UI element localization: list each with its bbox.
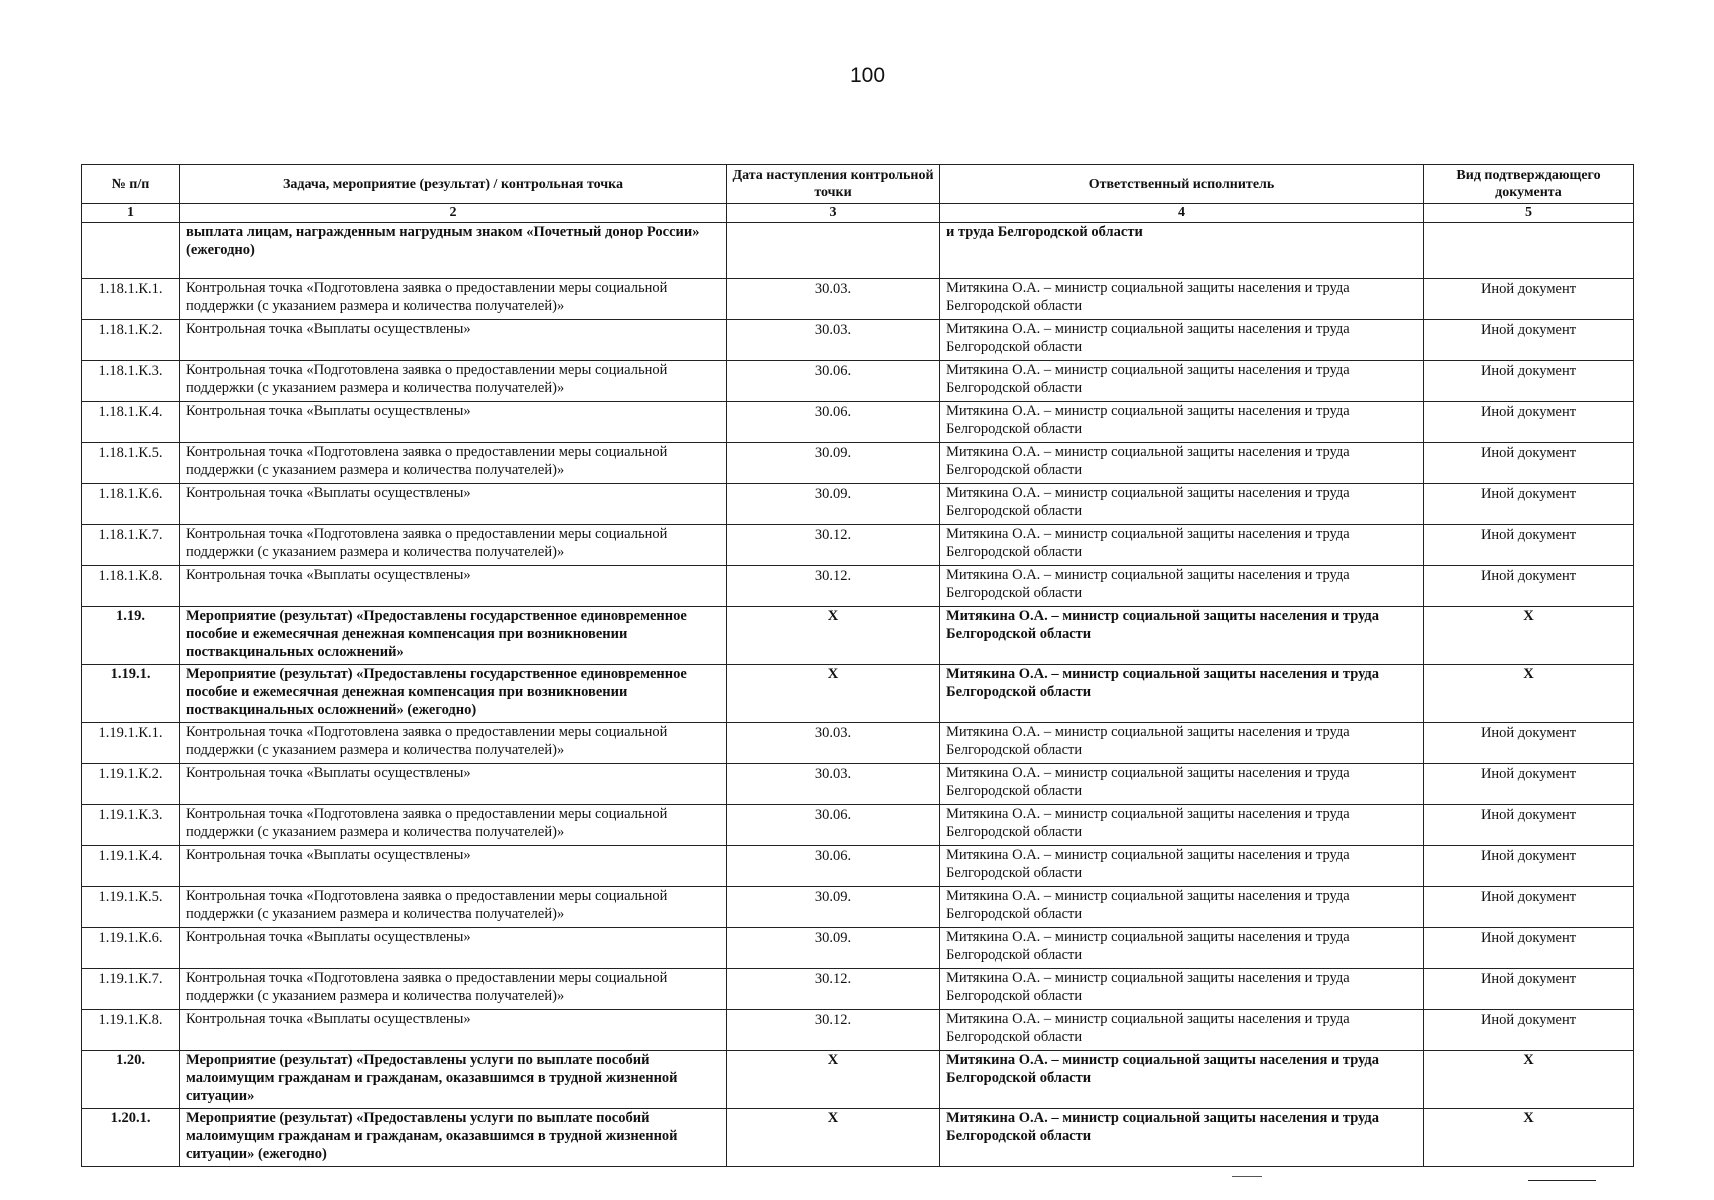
row-date: 30.03. xyxy=(727,279,940,320)
control-point-row xyxy=(82,484,1634,525)
row-date: 30.12. xyxy=(727,525,940,566)
row-responsible: Митякина О.А. – министр социальной защиты населения и труда Белгородской области xyxy=(940,607,1424,665)
row-task: выплата лицам, награжденным нагрудным знаком «Почетный донор России» (ежегодно) xyxy=(180,223,727,279)
row-number: 1.18.1.К.3. xyxy=(82,361,180,402)
row-doc-type: Иной документ xyxy=(1424,764,1634,805)
control-point-row xyxy=(82,846,1634,887)
row-responsible: Митякина О.А. – министр социальной защиты населения и труда Белгородской области xyxy=(940,665,1424,723)
row-doc-type: Иной документ xyxy=(1424,402,1634,443)
row-doc-type: Иной документ xyxy=(1424,928,1634,969)
row-number: 1.19.1.К.4. xyxy=(82,846,180,887)
row-task: Контрольная точка «Выплаты осуществлены» xyxy=(180,928,727,969)
row-number: 1.20.1. xyxy=(82,1109,180,1167)
column-number: 4 xyxy=(940,204,1424,223)
row-number: 1.19.1.К.1. xyxy=(82,723,180,764)
row-task: Контрольная точка «Подготовлена заявка о предоставлении меры социальной поддержки (с указанием размера и количества получателей)» xyxy=(180,279,727,320)
row-task: Контрольная точка «Подготовлена заявка о предоставлении меры социальной поддержки (с указанием размера и количества получателей)» xyxy=(180,723,727,764)
row-responsible: Митякина О.А. – министр социальной защиты населения и труда Белгородской области xyxy=(940,1051,1424,1109)
control-point-row xyxy=(82,566,1634,607)
row-responsible: Митякина О.А. – министр социальной защиты населения и труда Белгородской области xyxy=(940,846,1424,887)
row-task: Мероприятие (результат) «Предоставлены услуги по выплате пособий малоимущим гражданам и гражданам, оказавшимся в трудной жизненной ситуации» xyxy=(180,1051,727,1109)
row-task: Контрольная точка «Подготовлена заявка о предоставлении меры социальной поддержки (с указанием размера и количества получателей)» xyxy=(180,443,727,484)
row-task: Мероприятие (результат) «Предоставлены государственное единовременное пособие и ежемесячная денежная компенсация при возникновении поствакцинальных осложнений» (ежегодно) xyxy=(180,665,727,723)
control-point-row xyxy=(82,805,1634,846)
continuation-row xyxy=(82,223,1634,279)
control-point-row xyxy=(82,525,1634,566)
row-responsible: Митякина О.А. – министр социальной защиты населения и труда Белгородской области xyxy=(940,723,1424,764)
row-responsible: Митякина О.А. – министр социальной защиты населения и труда Белгородской области xyxy=(940,1109,1424,1167)
row-number: 1.19.1.К.2. xyxy=(82,764,180,805)
row-number: 1.19.1.К.5. xyxy=(82,887,180,928)
row-responsible: и труда Белгородской области xyxy=(940,223,1424,279)
control-point-row xyxy=(82,969,1634,1010)
row-doc-type: X xyxy=(1424,1109,1634,1167)
row-responsible: Митякина О.А. – министр социальной защиты населения и труда Белгородской области xyxy=(940,320,1424,361)
row-date: X xyxy=(727,665,940,723)
row-date: 30.09. xyxy=(727,928,940,969)
activity-row xyxy=(82,607,1634,665)
control-point-row xyxy=(82,320,1634,361)
column-number: 1 xyxy=(82,204,180,223)
header-task: Задача, мероприятие (результат) / контрольная точка xyxy=(180,165,727,204)
control-point-row xyxy=(82,361,1634,402)
row-number: 1.19.1.К.7. xyxy=(82,969,180,1010)
row-responsible: Митякина О.А. – министр социальной защиты населения и труда Белгородской области xyxy=(940,484,1424,525)
row-doc-type xyxy=(1424,223,1634,279)
row-task: Контрольная точка «Выплаты осуществлены» xyxy=(180,320,727,361)
activity-row xyxy=(82,1109,1634,1167)
row-date: 30.12. xyxy=(727,969,940,1010)
row-date: 30.03. xyxy=(727,723,940,764)
row-number: 1.18.1.К.6. xyxy=(82,484,180,525)
table-body xyxy=(82,223,1634,1167)
row-number: 1.18.1.К.7. xyxy=(82,525,180,566)
row-task: Контрольная точка «Выплаты осуществлены» xyxy=(180,1010,727,1051)
control-points-table xyxy=(81,164,1634,1167)
row-number xyxy=(82,223,180,279)
control-point-row xyxy=(82,402,1634,443)
row-doc-type: Иной документ xyxy=(1424,443,1634,484)
row-task: Контрольная точка «Подготовлена заявка о предоставлении меры социальной поддержки (с указанием размера и количества получателей)» xyxy=(180,361,727,402)
row-number: 1.19.1.К.3. xyxy=(82,805,180,846)
row-date: 30.09. xyxy=(727,887,940,928)
row-task: Контрольная точка «Подготовлена заявка о предоставлении меры социальной поддержки (с указанием размера и количества получателей)» xyxy=(180,525,727,566)
row-responsible: Митякина О.А. – министр социальной защиты населения и труда Белгородской области xyxy=(940,279,1424,320)
row-number: 1.19.1.К.6. xyxy=(82,928,180,969)
row-task: Контрольная точка «Выплаты осуществлены» xyxy=(180,764,727,805)
row-date: 30.06. xyxy=(727,361,940,402)
activity-row xyxy=(82,665,1634,723)
row-responsible: Митякина О.А. – министр социальной защиты населения и труда Белгородской области xyxy=(940,928,1424,969)
row-date: 30.12. xyxy=(727,566,940,607)
row-number: 1.18.1.К.2. xyxy=(82,320,180,361)
row-number: 1.18.1.К.5. xyxy=(82,443,180,484)
scan-artifact-line xyxy=(1528,1180,1596,1181)
row-responsible: Митякина О.А. – министр социальной защиты населения и труда Белгородской области xyxy=(940,525,1424,566)
row-doc-type: Иной документ xyxy=(1424,723,1634,764)
row-doc-type: X xyxy=(1424,665,1634,723)
row-doc-type: Иной документ xyxy=(1424,279,1634,320)
control-point-row xyxy=(82,764,1634,805)
row-doc-type: Иной документ xyxy=(1424,320,1634,361)
row-date: 30.06. xyxy=(727,805,940,846)
column-number-row xyxy=(82,204,1634,223)
row-date: 30.09. xyxy=(727,443,940,484)
row-date: X xyxy=(727,1051,940,1109)
row-responsible: Митякина О.А. – министр социальной защиты населения и труда Белгородской области xyxy=(940,402,1424,443)
row-task: Мероприятие (результат) «Предоставлены государственное единовременное пособие и ежемесячная денежная компенсация при возникновении поствакцинальных осложнений» xyxy=(180,607,727,665)
control-point-row xyxy=(82,887,1634,928)
row-doc-type: Иной документ xyxy=(1424,484,1634,525)
control-point-row xyxy=(82,928,1634,969)
row-number: 1.20. xyxy=(82,1051,180,1109)
control-point-row xyxy=(82,1010,1634,1051)
column-number: 2 xyxy=(180,204,727,223)
row-doc-type: Иной документ xyxy=(1424,887,1634,928)
row-date: 30.06. xyxy=(727,402,940,443)
row-doc-type: Иной документ xyxy=(1424,361,1634,402)
row-number: 1.19.1. xyxy=(82,665,180,723)
row-number: 1.18.1.К.4. xyxy=(82,402,180,443)
row-number: 1.18.1.К.8. xyxy=(82,566,180,607)
row-number: 1.18.1.К.1. xyxy=(82,279,180,320)
row-date: 30.09. xyxy=(727,484,940,525)
header-doc-type: Вид подтверждающего документа xyxy=(1424,165,1634,204)
row-responsible: Митякина О.А. – министр социальной защиты населения и труда Белгородской области xyxy=(940,805,1424,846)
row-responsible: Митякина О.А. – министр социальной защиты населения и труда Белгородской области xyxy=(940,764,1424,805)
row-doc-type: Иной документ xyxy=(1424,525,1634,566)
row-date: 30.03. xyxy=(727,764,940,805)
row-date: 30.03. xyxy=(727,320,940,361)
column-number: 3 xyxy=(727,204,940,223)
scan-artifact-line xyxy=(1232,1176,1262,1177)
header-num: № п/п xyxy=(82,165,180,204)
row-doc-type: Иной документ xyxy=(1424,969,1634,1010)
row-responsible: Митякина О.А. – министр социальной защиты населения и труда Белгородской области xyxy=(940,887,1424,928)
row-responsible: Митякина О.А. – министр социальной защиты населения и труда Белгородской области xyxy=(940,969,1424,1010)
row-task: Контрольная точка «Выплаты осуществлены» xyxy=(180,566,727,607)
row-doc-type: X xyxy=(1424,1051,1634,1109)
column-number: 5 xyxy=(1424,204,1634,223)
row-date: X xyxy=(727,607,940,665)
row-date: 30.06. xyxy=(727,846,940,887)
row-task: Контрольная точка «Выплаты осуществлены» xyxy=(180,484,727,525)
row-number: 1.19.1.К.8. xyxy=(82,1010,180,1051)
control-point-row xyxy=(82,723,1634,764)
table-header-row xyxy=(82,165,1634,204)
row-task: Контрольная точка «Подготовлена заявка о предоставлении меры социальной поддержки (с указанием размера и количества получателей)» xyxy=(180,887,727,928)
row-doc-type: Иной документ xyxy=(1424,1010,1634,1051)
row-doc-type: Иной документ xyxy=(1424,566,1634,607)
control-point-row xyxy=(82,443,1634,484)
row-date: 30.12. xyxy=(727,1010,940,1051)
row-number: 1.19. xyxy=(82,607,180,665)
row-task: Контрольная точка «Подготовлена заявка о предоставлении меры социальной поддержки (с указанием размера и количества получателей)» xyxy=(180,969,727,1010)
header-date: Дата наступления контрольной точки xyxy=(727,165,940,204)
row-date xyxy=(727,223,940,279)
row-responsible: Митякина О.А. – министр социальной защиты населения и труда Белгородской области xyxy=(940,1010,1424,1051)
row-task: Мероприятие (результат) «Предоставлены услуги по выплате пособий малоимущим гражданам и гражданам, оказавшимся в трудной жизненной ситуации» (ежегодно) xyxy=(180,1109,727,1167)
row-doc-type: Иной документ xyxy=(1424,846,1634,887)
row-doc-type: X xyxy=(1424,607,1634,665)
row-responsible: Митякина О.А. – министр социальной защиты населения и труда Белгородской области xyxy=(940,361,1424,402)
activity-row xyxy=(82,1051,1634,1109)
page-number: 100 xyxy=(849,64,886,87)
row-task: Контрольная точка «Подготовлена заявка о предоставлении меры социальной поддержки (с указанием размера и количества получателей)» xyxy=(180,805,727,846)
control-point-row xyxy=(82,279,1634,320)
header-responsible: Ответственный исполнитель xyxy=(940,165,1424,204)
row-task: Контрольная точка «Выплаты осуществлены» xyxy=(180,846,727,887)
row-responsible: Митякина О.А. – министр социальной защиты населения и труда Белгородской области xyxy=(940,443,1424,484)
row-responsible: Митякина О.А. – министр социальной защиты населения и труда Белгородской области xyxy=(940,566,1424,607)
row-date: X xyxy=(727,1109,940,1167)
row-task: Контрольная точка «Выплаты осуществлены» xyxy=(180,402,727,443)
row-doc-type: Иной документ xyxy=(1424,805,1634,846)
